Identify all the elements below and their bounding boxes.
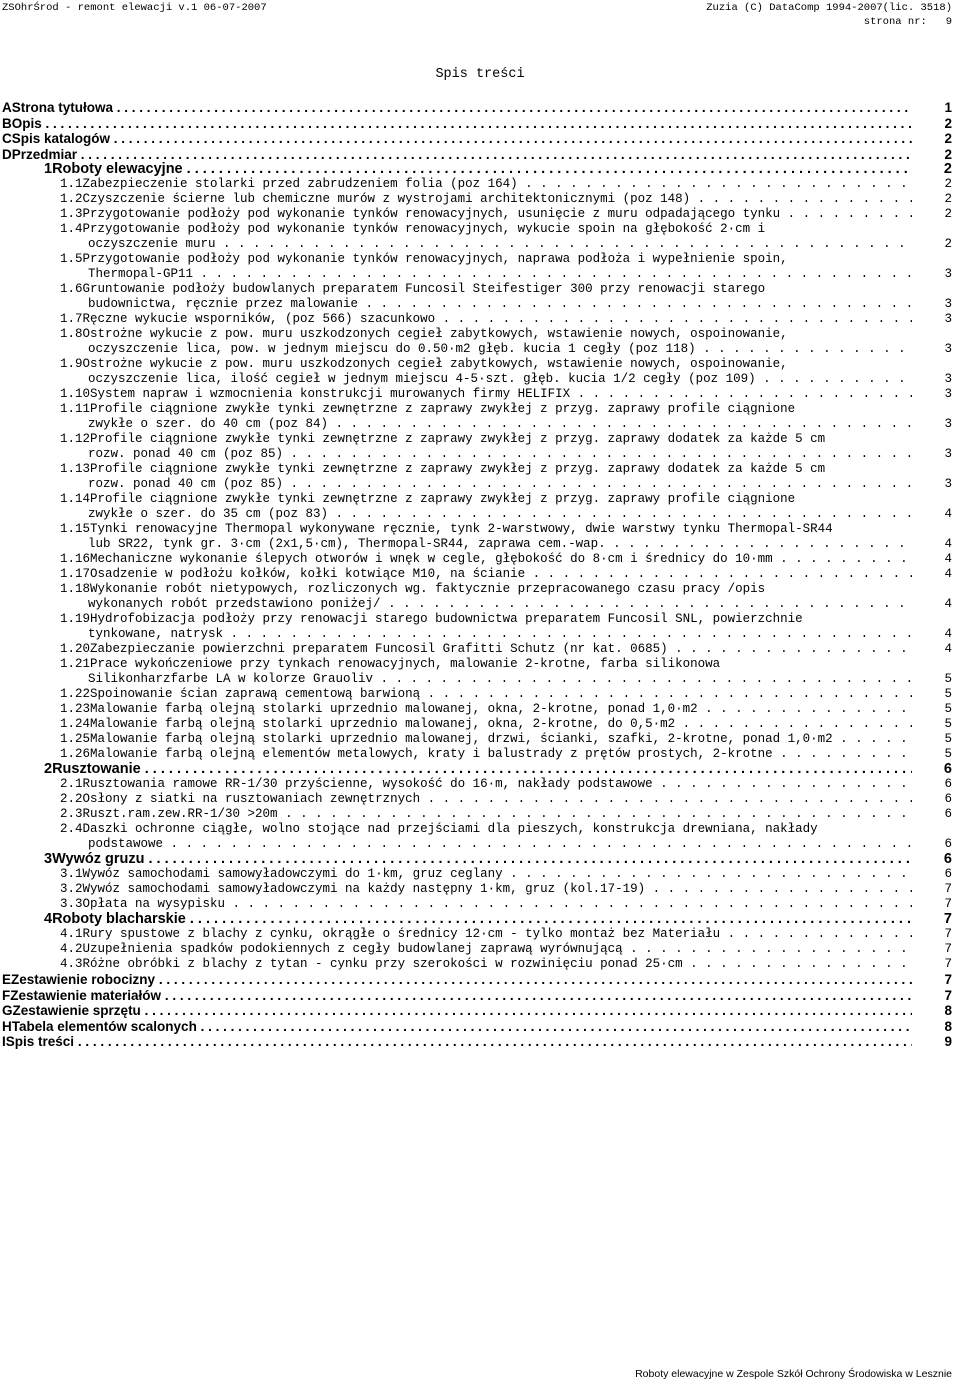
toc-entry-page: 6 [944,807,952,821]
toc-entry-text: Malowanie farbą olejną stolarki uprzednio malowanej, okna, 2-krotne, do 0,5·m2 [90,717,676,731]
footer-project-name: Roboty elewacyjne w Zespole Szkół Ochrony Środowiska w Lesznie [635,1368,952,1380]
toc-entry-number: 1.17 [60,567,91,581]
toc-entry [0,972,960,987]
toc-entry [0,822,960,852]
toc-entry [0,1019,960,1034]
toc-entry [0,522,960,552]
toc-entry-number: 1.16 [60,552,91,566]
toc-entry-page: 5 [944,687,952,701]
toc-entry-number: 1.19 [60,612,91,626]
toc-entry [0,882,960,897]
header-license-info: Zuzia (C) DataComp 1994-2007(lic. 3518) [706,2,952,14]
toc-entry [0,252,960,282]
toc-entry [0,792,960,807]
toc-entry-text: Ręczne wykucie wsporników, (poz 566) szacunkowo [82,312,436,326]
toc-entry-page: 8 [944,1003,952,1018]
toc-entry-page: 6 [943,851,952,867]
toc-entry-text: Przygotowanie podłoży pod wykonanie tynków renowacyjnych, naprawa podłoża i wypełnienie spoin, [82,252,788,266]
toc-entry-number: C [2,131,12,146]
toc-entry-number: 1.21 [60,657,91,671]
toc-entry-number: 2 [44,762,53,777]
toc-entry-number: 1.20 [60,642,91,656]
toc-entry-text: Hydrofobizacja podłoży przy renowacji starego budownictwa preparatem Funcosil SNL, powierzchnie [90,612,803,626]
toc-entry-number: 1 [44,162,53,177]
toc-entry-text: Zestawienie sprzętu [12,1003,141,1018]
toc-entry [0,222,960,252]
toc-entry-page: 5 [944,702,952,716]
toc-entry-page: 4 [944,507,952,521]
toc-entry [0,327,960,357]
toc-entry [0,162,960,177]
toc-entry [0,387,960,402]
toc-entry-number: 1.13 [60,462,91,476]
toc-entry-number: 4 [44,912,53,927]
toc-entry-number: 1.9 [60,357,83,371]
toc-entry-number: A [2,100,12,115]
toc-entry-text: Zabezpieczenie stolarki przed zabrudzeniem folia (poz 164) [82,177,518,191]
toc-entry-number: 1.12 [60,432,91,446]
toc-entry-page: 3 [944,372,952,386]
toc-entry-text: budownictwa, ręcznie przez malowanie [88,297,359,311]
toc-entry-text: wykonanych robót przedstawiono poniżej/ [88,597,381,611]
toc-entry-number: 3 [44,852,53,867]
toc-entry-number: B [2,115,12,131]
toc-entry-text: Malowanie farbą olejną elementów metalowych, kraty i balustrady z prętów prostych, 2-krotne [90,747,773,761]
toc-entry-page: 6 [943,761,952,777]
toc-entry [0,702,960,717]
toc-entry-page: 9 [944,1034,952,1049]
toc-entry [0,657,960,687]
toc-entry-number: E [2,972,12,987]
toc-entry-page: 5 [944,747,952,761]
toc-entry-page: 2 [943,161,952,177]
toc-entry-page: 3 [944,417,952,431]
toc-entry-page: 6 [944,777,952,791]
toc-entry-number: 1.18 [60,582,91,596]
toc-entry-number: 1.10 [60,387,91,401]
toc-entry-number: 1.3 [60,207,83,221]
toc-entry [0,1034,960,1049]
toc-entry [0,492,960,522]
toc-entry-text: Strona tytułowa [11,100,114,115]
toc-entry [0,282,960,312]
toc-entry-text: Osłony z siatki na rusztowaniach zewnętrznych [82,792,421,806]
toc-entry-number: 2.2 [60,792,83,806]
toc-entry-text: Ostrożne wykucie z pow. muru uszkodzonych cegieł zabytkowych, wstawienie nowych, ospoinowanie, [82,357,788,371]
toc-entry-number: 1.23 [60,702,91,716]
toc-entry-page: 3 [944,297,952,311]
toc-entry-text: zwykłe o szer. do 35 cm (poz 83) [88,507,329,521]
toc-entry-text: Gruntowanie podłoży budowlanych preparatem Funcosil Steifestiger 300 przy renowacji starego [82,282,766,296]
toc-entry-text: Opłata na wysypisku [82,897,226,911]
toc-entry-number: 1.5 [60,252,83,266]
toc-entry-number: D [2,146,12,162]
toc-entry [0,177,960,192]
toc-entry [0,747,960,762]
toc-entry [0,1003,960,1018]
toc-entry [0,131,960,146]
toc-entry [0,942,960,957]
toc-entry-page: 4 [944,552,952,566]
toc-entry-page: 2 [944,131,952,146]
toc-entry-page: 2 [944,177,952,191]
toc-entry-text: podstawowe [88,837,164,851]
toc-entry-page: 1 [944,100,952,115]
toc-entry-page: 3 [944,477,952,491]
toc-entry [0,807,960,822]
toc-entry [0,957,960,972]
toc-entry [0,192,960,207]
toc-entry-page: 7 [944,927,952,941]
toc-entry-page: 7 [944,987,952,1003]
toc-entry-page: 4 [944,567,952,581]
toc-entry-page: 5 [944,717,952,731]
toc-entry-text: Malowanie farbą olejną stolarki uprzednio malowanej, drzwi, ścianki, szafki, 2-krotne, ponad 1,0·m2 [90,732,833,746]
toc-entry-number: 2.4 [60,822,83,836]
toc-entry [0,567,960,582]
toc-entry-text: Tabela elementów scalonych [11,1018,197,1034]
toc-entry [0,777,960,792]
toc-entry-page: 2 [944,146,952,162]
toc-entry-text: zwykłe o szer. do 40 cm (poz 84) [88,417,329,431]
toc-entry-page: 3 [944,312,952,326]
toc-entry-text: lub SR22, tynk gr. 3·cm (2x1,5·cm), Thermopal-SR44, zaprawa cem.-wap. [88,537,606,551]
toc-entry-number: 2.3 [60,807,83,821]
toc-entry [0,717,960,732]
toc-entry [0,116,960,131]
toc-entry-text: Mechaniczne wykonanie ślepych otworów i wnęk w cegle, głębokość do 8·cm i średnicy do 10·mm [90,552,773,566]
toc-entry-number: 3.3 [60,897,83,911]
toc-entry-page: 6 [944,837,952,851]
header-program-info: ZSOhrŚrod - remont elewacji v.1 06-07-2007 [2,2,267,14]
toc-entry [0,312,960,327]
toc-entry-page: 7 [944,957,952,971]
toc-entry-number: G [2,1003,13,1018]
toc-entry-text: Rury spustowe z blachy z cynku, okrągłe o średnicy 12·cm - tylko montaż bez Materiału [82,927,721,941]
toc-entry-text: Spis katalogów [11,131,111,146]
header-page-number: strona nr: 9 [863,16,952,28]
toc-entry-number: 1.11 [60,402,91,416]
toc-entry-text: tynkowane, natrysk [88,627,224,641]
toc-entry-number: 1.8 [60,327,83,341]
toc-entry-page: 4 [944,537,952,551]
toc-entry-text: Roboty blacharskie [52,912,186,927]
toc-entry [0,552,960,567]
toc-entry-text: rozw. ponad 40 cm (poz 85) [88,477,284,491]
toc-entry-number: 4.3 [60,957,83,971]
toc-entry-text: Thermopal-GP11 [88,267,194,281]
toc-entry-text: Przygotowanie podłoży pod wykonanie tynków renowacyjnych, wykucie spoin na głębokość 2·cm i [82,222,766,236]
toc-entry-page: 7 [944,882,952,896]
toc-entry-page: 3 [944,447,952,461]
toc-entry-text: Różne obróbki z blachy z tytan - cynku przy szerokości w rozwinięciu ponad 25·cm [82,957,683,971]
toc-entry-page: 8 [944,1018,952,1034]
toc-entry-page: 7 [944,942,952,956]
toc-entry-page: 6 [944,792,952,806]
toc-entry-number: 1.22 [60,687,91,701]
toc-entry-number: I [2,1034,6,1049]
toc-entry [0,462,960,492]
page-title: Spis treści [435,67,525,82]
toc-entry-text: Osadzenie w podłożu kołków, kołki kotwiące M10, na ścianie [90,567,526,581]
toc-entry-page: 7 [943,911,952,927]
toc-entry-text: Przedmiar [11,146,78,162]
toc-entry-text: Prace wykończeniowe przy tynkach renowacyjnych, malowanie 2-krotne, farba silikonowa [90,657,721,671]
toc-entry-page: 5 [944,672,952,686]
toc-entry-text: Spis treści [5,1034,75,1049]
toc-entry [0,357,960,387]
toc-entry-text: oczyszczenie lica, pow. w jednym miejscu do 0.50·m2 głęb. kucia 1 cegły (poz 118) [88,342,696,356]
toc-entry [0,897,960,912]
toc-entry-page: 7 [944,972,952,987]
toc-entry-page: 4 [944,627,952,641]
toc-entry-text: System napraw i wzmocnienia konstrukcji murowanych firmy HELIFIX [90,387,571,401]
toc-entry-text: Przygotowanie podłoży pod wykonanie tynków renowacyjnych, usunięcie z muru odpadającego tynku [82,207,781,221]
table-of-contents [0,100,960,1050]
toc-entry-text: Profile ciągnione zwykłe tynki zewnętrzne z zaprawy zwykłej z przyg. zaprawy dodatek za każde 5 cm [90,432,826,446]
toc-entry-page: 7 [944,897,952,911]
toc-entry-number: 2.1 [60,777,83,791]
toc-entry [0,687,960,702]
toc-entry-number: 1.7 [60,312,83,326]
toc-entry-number: 1.25 [60,732,91,746]
toc-entry-text: Profile ciągnione zwykłe tynki zewnętrzne z zaprawy zwykłej z przyg. zaprawy dodatek za każde 5 cm [90,462,826,476]
toc-entry [0,432,960,462]
toc-entry-number: 1.26 [60,747,91,761]
toc-entry-text: Malowanie farbą olejną stolarki uprzednio malowanej, okna, 2-krotne, ponad 1,0·m2 [90,702,698,716]
toc-entry [0,988,960,1003]
toc-entry [0,852,960,867]
toc-entry-text: Wywóz samochodami samowyładowczymi do 1·km, gruz ceglany [82,867,503,881]
toc-entry-text: Wywóz gruzu [52,852,145,867]
toc-entry [0,100,960,115]
toc-entry-number: 1.14 [60,492,91,506]
toc-entry [0,912,960,927]
toc-entry-text: Wykonanie robót nietypowych, rozliczonych wg. faktycznie przepracowanego czasu pracy /opis [90,582,766,596]
toc-entry-text: Rusztowanie [52,762,141,777]
toc-entry-text: oczyszczenie muru [88,237,216,251]
toc-entry-text: Profile ciągnione zwykłe tynki zewnętrzne z zaprawy zwykłej z przyg. zaprawy profile ciągnione [90,402,796,416]
toc-entry-number: 1.6 [60,282,83,296]
toc-entry-number: 3.1 [60,867,83,881]
toc-entry-number: 1.4 [60,222,83,236]
toc-entry [0,147,960,162]
toc-entry-page: 3 [944,267,952,281]
toc-entry-number: 1.2 [60,192,83,206]
toc-entry-text: Zestawienie materiałów [10,987,162,1003]
toc-entry [0,612,960,642]
toc-entry-page: 2 [944,192,952,206]
toc-entry-number: 4.1 [60,927,83,941]
toc-entry [0,867,960,882]
toc-entry-number: F [2,987,11,1003]
toc-entry [0,732,960,747]
toc-entry-page: 3 [944,342,952,356]
toc-entry [0,927,960,942]
toc-entry-text: Wywóz samochodami samowyładowczymi na każdy następny 1·km, gruz (kol.17-19) [82,882,646,896]
toc-entry-number: 1.1 [60,177,83,191]
toc-entry-page: 5 [944,732,952,746]
toc-entry-text: Tynki renowacyjne Thermopal wykonywane ręcznie, tynk 2-warstwowy, dwie warstwy tynku Thermopal-SR44 [90,522,833,536]
toc-entry-page: 4 [944,642,952,656]
toc-entry [0,207,960,222]
toc-entry-number: 1.24 [60,717,91,731]
toc-entry-text: Spoinowanie ścian zaprawą cementową barwioną [90,687,421,701]
toc-entry-number: 1.15 [60,522,91,536]
toc-entry-text: Ruszt.ram.zew.RR-1/30 >20m [82,807,278,821]
toc-entry [0,762,960,777]
toc-entry-page: 2 [944,115,952,131]
toc-entry-text: Zestawienie robocizny [11,972,156,987]
toc-entry-text: Roboty elewacyjne [52,162,183,177]
toc-entry [0,582,960,612]
toc-entry-page: 2 [944,207,952,221]
toc-entry-page: 3 [944,387,952,401]
toc-entry-text: rozw. ponad 40 cm (poz 85) [88,447,284,461]
toc-entry [0,402,960,432]
toc-entry-text: Profile ciągnione zwykłe tynki zewnętrzne z zaprawy zwykłej z przyg. zaprawy profile ciągnione [90,492,796,506]
toc-entry-text: oczyszczenie lica, ilość cegieł w jednym miejscu 4-5·szt. głęb. kucia 1/2 cegły (poz 109) [88,372,756,386]
toc-entry-page: 6 [944,867,952,881]
toc-entry-number: 3.2 [60,882,83,896]
toc-entry-number: H [2,1018,12,1034]
toc-entry-page: 2 [944,237,952,251]
toc-entry-text: Czyszczenie ścierne lub chemiczne murów z wystrojami architektonicznymi (poz 148) [82,192,691,206]
toc-entry-text: Rusztowania ramowe RR-1/30 przyścienne, wysokość do 16·m, nakłady podstawowe [82,777,653,791]
toc-entry-page: 4 [944,597,952,611]
toc-entry-number: 4.2 [60,942,83,956]
toc-entry-text: Ostrożne wykucie z pow. muru uszkodzonych cegieł zabytkowych, wstawienie nowych, ospoinowanie, [82,327,788,341]
toc-entry-text: Uzupełnienia spadków podokiennych z cegły budowlanej zaprawą wyrównującą [82,942,623,956]
toc-entry-text: Zabezpieczanie powierzchni preparatem Funcosil Grafitti Schutz (nr kat. 0685) [90,642,668,656]
toc-entry [0,642,960,657]
toc-entry-text: Daszki ochronne ciągłe, wolno stojące nad przejściami dla pieszych, konstrukcja drewniana, nakłady [82,822,818,836]
toc-entry-text: Opis [11,115,42,131]
toc-entry-text: Silikonharzfarbe LA w kolorze Grauoliv [88,672,374,686]
